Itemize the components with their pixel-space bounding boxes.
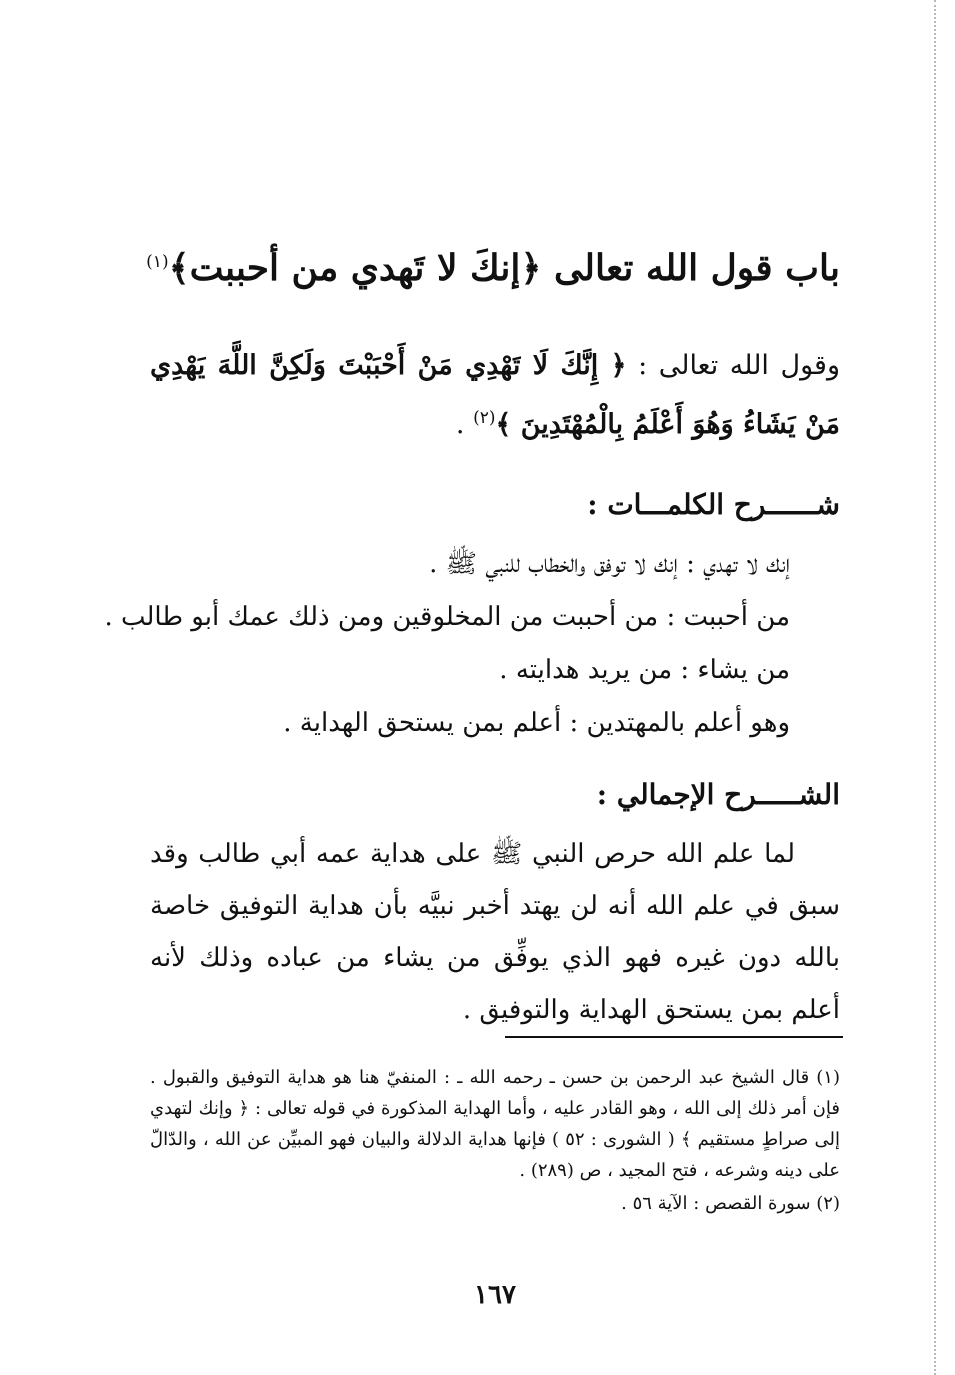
quranic-verse: ﴿ إِنَّكَ لَا تَهْدِي مَنْ أَحْبَبْتَ وَلَكِنَّ اللَّهَ يَهْدِي مَنْ يَشَاءُ وَهُوَ أَعْلَمُ بِالْمُهْتَدِينَ ﴾ — [150, 350, 840, 440]
definition-item: إنك لا تهدي : إنك لا توفق والخطاب للنبي ﷺ . — [429, 549, 790, 579]
page-edge-dots — [934, 0, 936, 1375]
definition-item: وهو أعلم بالمهتدين : أعلم بمن يستحق الهداية . — [283, 708, 790, 738]
definitions-list — [104, 538, 790, 750]
definition-item: من يشاء : من يريد هدايته . — [499, 655, 790, 685]
intro-paragraph — [150, 340, 840, 451]
footnote-divider — [505, 1036, 843, 1038]
chapter-title-text: باب قول الله تعالى ﴿إنكَ لا تَهدي من أحببت﴾ — [168, 247, 840, 289]
intro-lead: وقول الله تعالى : — [638, 350, 841, 381]
summary-heading: الشـــــرح الإجمالي : — [596, 778, 840, 811]
definitions-heading: شــــــرح الكلمـــات : — [587, 488, 840, 521]
footnote-1: (١) قال الشيخ عبد الرحمن بن حسن ـ رحمه الله ـ : المنفيّ هنا هو هداية التوفيق والقبول . فإن أمر ذلك إلى الله ، وهو القادر عليه ، وأما الهداية المذكورة في قوله تعالى : ﴿ وإنك لتهدي إلى صراطٍ مستقيم ﴾ ( الشورى : ٥٢ ) فإنها هداية الدلالة والبيان فهو المبيِّن عن الله ، والدّالّ على دينه وشرعه ، فتح المجيد ، ص (٢٨٩) . — [150, 1067, 840, 1181]
chapter-title — [146, 232, 840, 298]
footnote-2: (٢) سورة القصص : الآية ٥٦ . — [621, 1193, 840, 1214]
definition-item: من أحببت : من أحببت من المخلوقين ومن ذلك عمك أبو طالب . — [104, 602, 790, 632]
summary-paragraph: لما علم الله حرص النبي ﷺ على هداية عمه أبي طالب وقد سبق في علم الله أنه لن يهتد أخبر نبيَّه بأن هداية التوفيق خاصة بالله دون غيره فهو الذي يوفِّق من يشاء من عباده وذلك لأنه أعلم بمن يستحق الهداية والتوفيق . — [150, 839, 840, 1025]
intro-end: . — [455, 409, 474, 440]
verse-footnote-ref: (٢) — [473, 408, 496, 428]
footnotes — [150, 1062, 840, 1219]
page-number: ١٦٧ — [474, 1280, 516, 1310]
chapter-title-footnote-ref: (١) — [146, 252, 169, 272]
